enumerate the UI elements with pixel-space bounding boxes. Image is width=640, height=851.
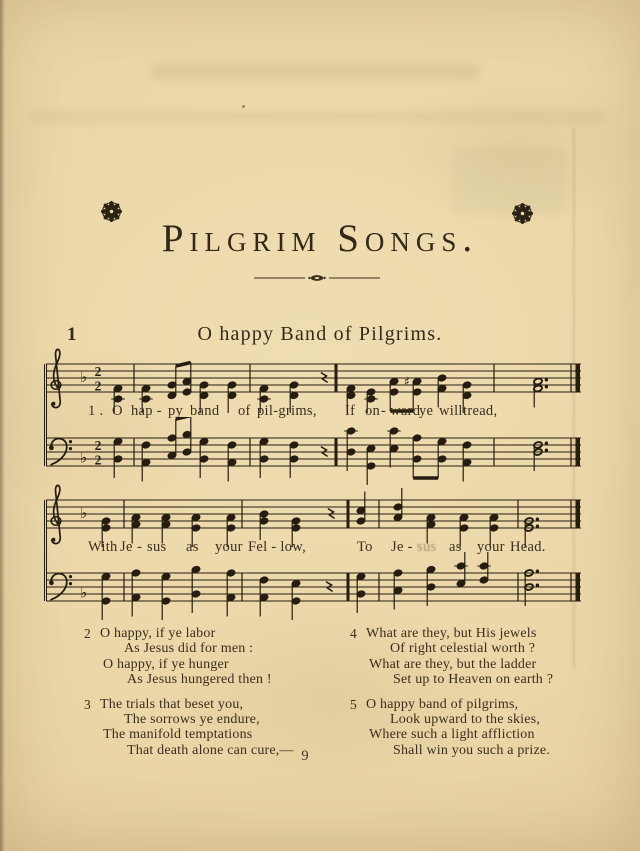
verses-column-left xyxy=(84,626,370,767)
svg-text:♭: ♭ xyxy=(80,448,88,467)
verse-line: What are they, but the ladder xyxy=(369,656,537,672)
svg-text:2: 2 xyxy=(94,452,102,468)
paper-speck xyxy=(242,105,245,108)
page-title: Pilgrim Songs. xyxy=(161,217,479,261)
verse-number: 3 xyxy=(84,696,91,712)
verse-line: What are they, but His jewels 4 xyxy=(350,626,537,641)
lyric-word: band xyxy=(190,403,220,419)
lyric-word: on xyxy=(365,403,381,419)
lyric-word: hap - xyxy=(131,403,162,419)
page-number: 9 xyxy=(301,748,309,764)
verse-line: Set up to Heaven on earth ? xyxy=(393,672,554,688)
lyric-word: py xyxy=(168,403,184,419)
lyric-word: as xyxy=(449,539,462,555)
svg-text:2: 2 xyxy=(94,378,102,394)
verse-line: As Jesus did for men : xyxy=(124,641,254,657)
showthrough-patch xyxy=(452,148,567,213)
svg-text:2: 2 xyxy=(94,438,102,453)
verse-2 xyxy=(84,626,370,688)
verse-line: O happy, if ye hunger xyxy=(103,656,229,672)
verse-number: 2 xyxy=(84,626,91,641)
lyric-word: O xyxy=(112,403,123,419)
lyric-word: ye xyxy=(419,403,434,419)
svg-text:♭: ♭ xyxy=(80,368,88,386)
lyric-word: If xyxy=(345,403,356,419)
lyric-word: 1 . xyxy=(88,403,104,419)
verse-number: 4 xyxy=(350,626,357,641)
verse-line: The manifold temptations xyxy=(103,727,253,743)
verse-line: The sorrows ye endure, xyxy=(124,712,260,728)
lyric-word: sus xyxy=(417,539,437,555)
lyric-word: Je - xyxy=(391,539,413,555)
lyric-word: Head. xyxy=(510,539,546,555)
lyric-word: - xyxy=(137,539,143,555)
lyric-word: sus xyxy=(147,539,167,555)
lyric-word: tread, xyxy=(463,403,498,419)
lyric-word: pil-grims, xyxy=(257,403,317,419)
song-number: 1 xyxy=(67,324,77,345)
lyric-row xyxy=(0,539,640,559)
lyric-word: your xyxy=(477,539,505,555)
svg-text:2: 2 xyxy=(94,364,102,379)
lyric-word: Fel - low, xyxy=(248,539,307,555)
verse-line: Look upward to the skies, xyxy=(390,712,541,728)
verse-number: 5 xyxy=(350,696,357,712)
page-gutter-shadow xyxy=(0,0,5,851)
lyric-word: To xyxy=(357,539,373,555)
lyric-row xyxy=(0,403,640,423)
showthrough-title xyxy=(150,64,480,80)
lyric-word: of xyxy=(238,403,251,419)
lyric-word: your xyxy=(215,539,243,555)
verse-line: The trials that beset you, 3 xyxy=(84,696,244,712)
lyric-word: - ward xyxy=(381,403,421,419)
svg-text:♯: ♯ xyxy=(404,374,410,389)
lyric-word: as xyxy=(186,539,199,555)
song-title: O happy Band of Pilgrims. xyxy=(197,323,443,345)
verse-line: O happy band of pilgrims, 5 xyxy=(350,696,519,712)
staff-bass xyxy=(45,417,586,487)
staff-bass xyxy=(45,552,586,622)
svg-text:♭: ♭ xyxy=(80,583,88,602)
verse-line: O happy, if ye labor 2 xyxy=(84,626,216,641)
svg-text:♭: ♭ xyxy=(80,504,88,522)
verse-4 xyxy=(350,626,636,688)
lyric-word: Je xyxy=(120,539,133,555)
divider-rule xyxy=(252,271,382,285)
verse-line: Of right celestial worth ? xyxy=(390,641,536,657)
lyric-word: will xyxy=(439,403,463,419)
verse-line: Shall win you such a prize. xyxy=(393,742,551,758)
verses-column-right xyxy=(350,626,636,767)
verse-line: That death alone can cure,— xyxy=(127,742,294,758)
verse-line: Where such a light affliction xyxy=(369,727,535,743)
verse-line: As Jesus hungered then ! xyxy=(127,672,272,688)
showthrough-band xyxy=(30,111,605,123)
lyric-word: With xyxy=(88,539,118,555)
